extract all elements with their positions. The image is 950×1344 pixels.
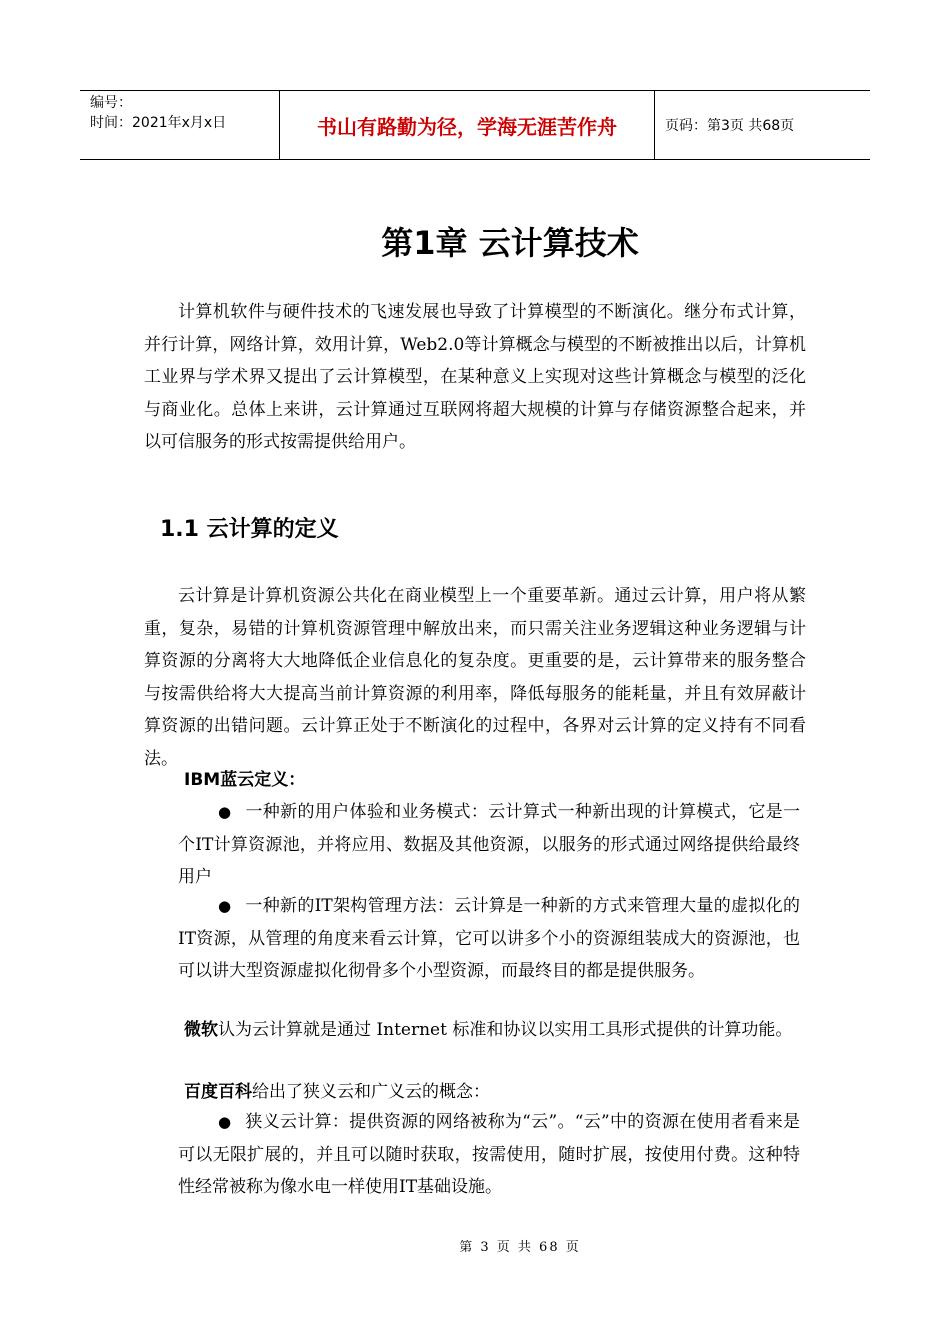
intro-paragraph: 计算机软件与硬件技术的飞速发展也导致了计算模型的不断演化。继分布式计算，并行计算，网络计算，效用计算，Web2.0等计算概念与模型的不断被推出以后，计算机工业界与学术界又提出了云计算模型，在某种意义上实现对这些计算概念与模型的泛化与商业化。总体上来讲，云计算通过互联网将超大规模的计算与存储资源整合起来，并以可信服务的形式按需提供给用户。 xyxy=(144,302,806,452)
baidu-bullet-1-text: 狭义云计算：提供资源的网络被称为“云”。“云”中的资源在使用者看来是可以无限扩展的，并且可以随时获取，按需使用，随时扩展，按使用付费。这种特性经常被称为像水电一样使用IT基础设施。 xyxy=(178,1112,800,1197)
header-page-info: 页码：第3页 共68页 xyxy=(665,118,795,134)
baidu-text: 给出了狭义云和广义云的概念： xyxy=(252,1082,490,1102)
definition-paragraph: 云计算是计算机资源公共化在商业模型上一个重要革新。通过云计算，用户将从繁重，复杂，易错的计算机资源管理中解放出来，而只需关注业务逻辑这种业务逻辑与计算资源的分离将大大地降低企业信息化的复杂度。更重要的是，云计算带来的服务整合与按需供给将大大提高当前计算资源的利用率，降低每服务的能耗量，并且有效屏蔽计算资源的出错问题。云计算正处于不断演化的过程中，各界对云计算的定义持有不同看法。 xyxy=(144,586,806,769)
baidu-bullet-1 xyxy=(178,1106,800,1204)
chapter-title: 第1章 云计算技术 xyxy=(381,224,639,262)
ibm-heading xyxy=(184,764,804,797)
ibm-heading-text: IBM蓝云定义： xyxy=(184,770,306,790)
baidu-name: 百度百科 xyxy=(184,1082,252,1102)
bullet-icon: ● xyxy=(218,803,232,821)
ibm-bullet-1 xyxy=(178,796,800,894)
microsoft-paragraph xyxy=(144,1014,806,1047)
page-header xyxy=(80,90,870,160)
ibm-bullet-1-text: 一种新的用户体验和业务模式：云计算式一种新出现的计算模式，它是一个IT计算资源池，并将应用、数据及其他资源，以服务的形式通过网络提供给最终用户 xyxy=(178,802,801,887)
section-title: 1.1 云计算的定义 xyxy=(160,517,339,542)
microsoft-text: 认为云计算就是通过 Internet 标准和协议以实用工具形式提供的计算功能。 xyxy=(218,1020,793,1040)
bullet-icon: ● xyxy=(218,897,232,915)
header-motto: 书山有路勤为径，学海无涯苦作舟 xyxy=(280,91,655,159)
baidu-paragraph xyxy=(144,1076,806,1109)
time-label: 时间：2021年x月x日 xyxy=(90,115,227,131)
number-label: 编号： xyxy=(90,95,132,111)
bullet-icon: ● xyxy=(218,1113,232,1131)
page-footer: 第 3 页 共 68 页 xyxy=(459,1240,581,1255)
ibm-bullet-2 xyxy=(178,890,800,988)
header-meta xyxy=(80,91,280,159)
ibm-bullet-2-text: 一种新的IT架构管理方法：云计算是一种新的方式来管理大量的虚拟化的IT资源，从管理的角度来看云计算，它可以讲多个小的资源组装成大的资源池，也可以讲大型资源虚拟化彻骨多个小型资源，而最终目的都是提供服务。 xyxy=(178,896,800,981)
microsoft-name: 微软 xyxy=(184,1020,218,1040)
